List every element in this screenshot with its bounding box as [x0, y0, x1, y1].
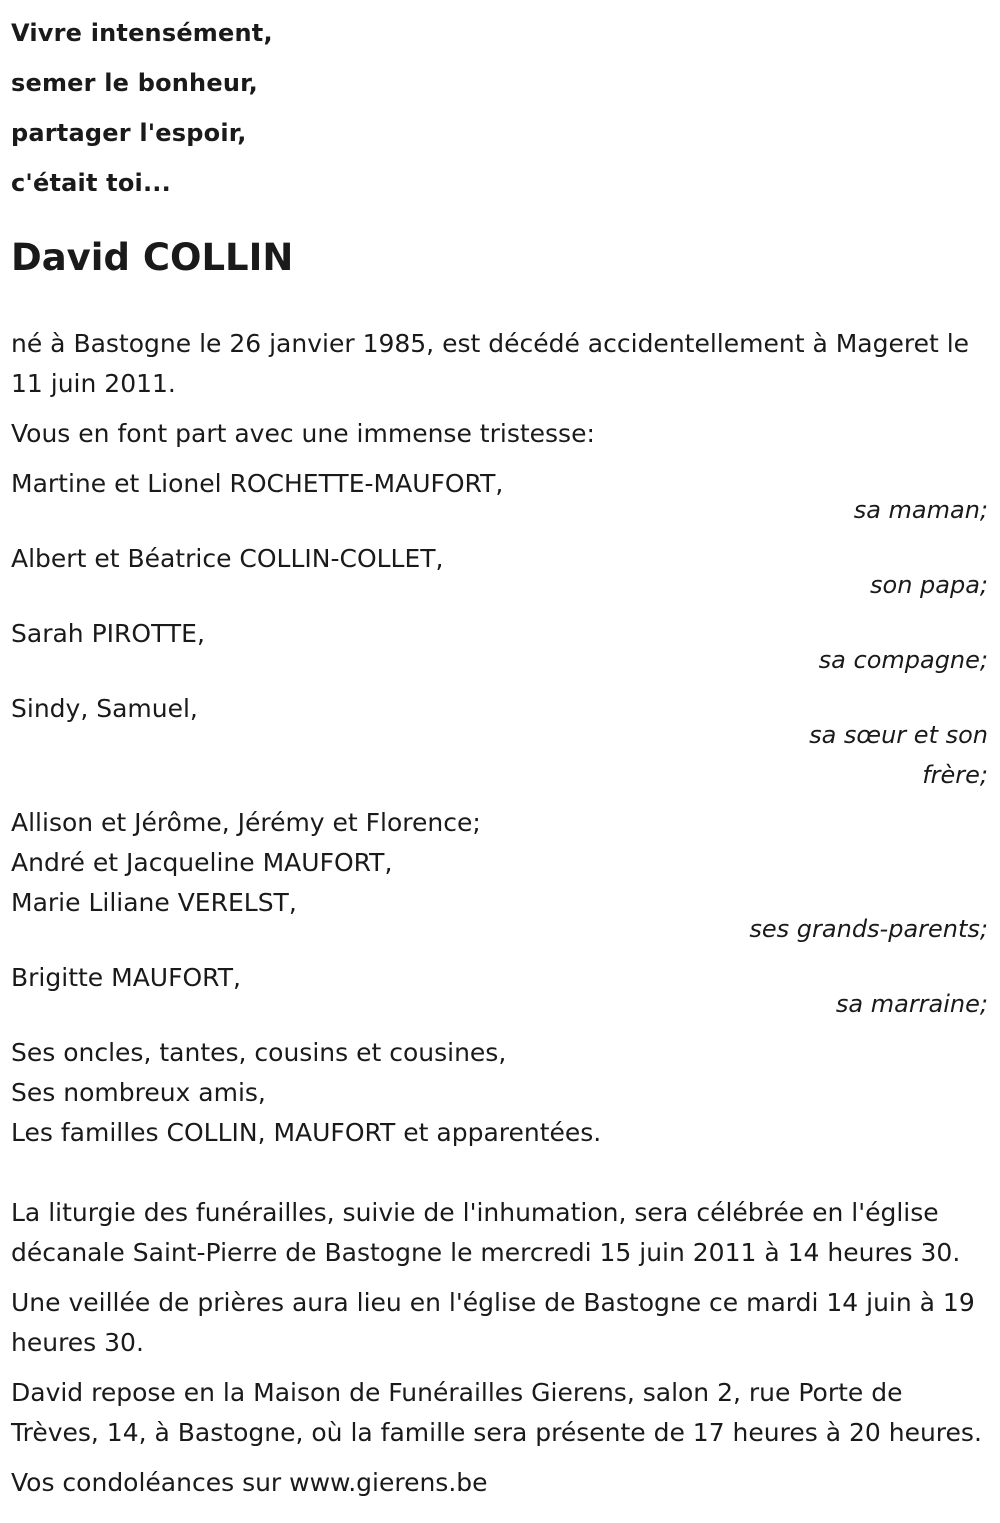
grandparent-line: Marie Liliane VERELST, [11, 888, 297, 917]
spacer [11, 1153, 988, 1193]
godmother-name: Brigitte MAUFORT, [11, 963, 241, 992]
family-member-name: Albert et Béatrice COLLIN-COLLET, [11, 544, 444, 573]
deceased-name: David COLLIN [11, 236, 294, 279]
family-relation: son papa; [870, 571, 988, 599]
family-relation: sa compagne; [818, 646, 988, 674]
grandparent-line: Allison et Jérôme, Jérémy et Florence; [11, 808, 481, 837]
other-mourners-line: Les familles COLLIN, MAUFORT et apparentées. [11, 1118, 602, 1147]
poem-line: c'était toi... [11, 169, 171, 197]
grandparent-line: André et Jacqueline MAUFORT, [11, 848, 393, 877]
liturgy-notice: La liturgie des funérailles, suivie de l'inhumation, sera célébrée en l'église décanale Saint-Pierre de Bastogne le mercredi 15 juin 2011 à 14 heures 30. [11, 1198, 961, 1267]
family-member-name: Sarah PIROTTE, [11, 619, 205, 648]
godmother-relation: sa marraine; [835, 990, 988, 1018]
birth-death-statement: né à Bastogne le 26 janvier 1985, est décédé accidentellement à Mageret le 11 juin 2011. [11, 329, 970, 398]
family-relation: sa sœur et son frère; [809, 721, 988, 789]
poem-line: Vivre intensément, [11, 19, 273, 47]
family-member-name: Martine et Lionel ROCHETTE-MAUFORT, [11, 469, 504, 498]
grandparents-relation: ses grands-parents; [749, 915, 988, 943]
announcement-intro: Vous en font part avec une immense tristesse: [11, 419, 595, 448]
family-list [11, 464, 988, 1153]
family-relation: sa maman; [853, 496, 988, 524]
poem-line: semer le bonheur, [11, 69, 258, 97]
poem [11, 0, 988, 208]
repose-notice: David repose en la Maison de Funérailles Gierens, salon 2, rue Porte de Trèves, 14, à Bastogne, où la famille sera présente de 17 heures à 20 heures. [11, 1378, 982, 1447]
poem-line: partager l'espoir, [11, 119, 247, 147]
other-mourners-line: Ses oncles, tantes, cousins et cousines, [11, 1038, 507, 1067]
vigil-notice: Une veillée de prières aura lieu en l'église de Bastogne ce mardi 14 juin à 19 heures 30. [11, 1288, 975, 1357]
family-member-name: Sindy, Samuel, [11, 694, 198, 723]
condolences-notice: Vos condoléances sur www.gierens.be [11, 1468, 488, 1497]
other-mourners-line: Ses nombreux amis, [11, 1078, 266, 1107]
